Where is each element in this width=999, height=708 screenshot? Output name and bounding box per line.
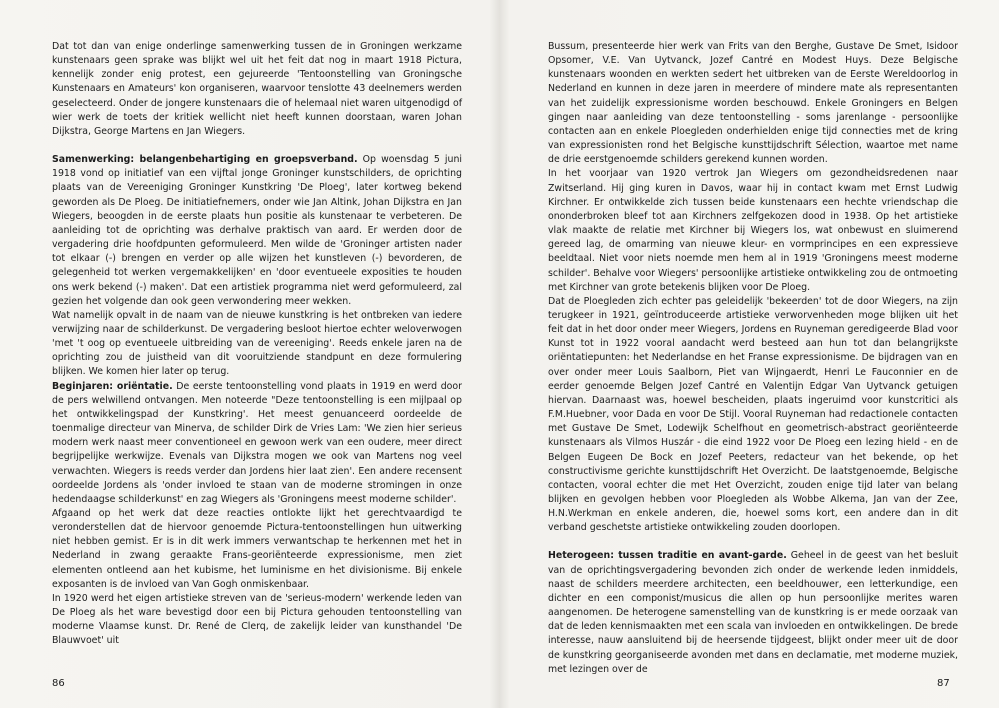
paragraph: Heterogeen: tussen traditie en avant-garde. Geheel in de geest van het besluit van de oprichtingsvergadering bevonden zich onder de werkende leden inmiddels, naast de schilders meerdere architecten, een beeldhouwer, een letterkundige, een dichter en een componist/musicus die allen op hun persoonlijke merites waren aangenomen. De heterogene samenstelling van de kunstkring is er mede oorzaak van dat de leden kennismaakten met een scala van invloeden en ontwikkelingen. De brede interesse, nauw aansluitend bij de heersende tijdgeest, blijkt onder meer uit de door de kunstkring georganiseerde avonden met dans en declamatie, met moderne muziek, met lezingen over de bbox=[548, 550, 959, 675]
paragraph: Dat de Ploegleden zich echter pas geleidelijk 'bekeerden' tot de door Wiegers, na zijn terugkeer in 1921, geïntroduceerde artistieke verworvenheden moge blijken uit het feit dat in het door onder meer Wiegers, Jordens en Ruyneman geredigeerde Blad voor Kunst tot in 1922 vooral aandacht werd besteed aan hun tot dan belangrijkste oriëntatiepunten: het Nederlandse en het Franse expressionisme. De bijdragen van en over onder meer Louis Saalborn, Piet van Wijngaerdt, Henri Le Fauconnier en de eerder genoemde Belgen Jozef Cantré en Valentijn Edgar Van Uytvanck getuigen hiervan. Daarnaast was, hoewel bescheiden, plaats ingeruimd voor kunstcritici als F.M.Huebner, voor Dada en voor De Stijl. Vooral Ruyneman had redactionele contacten met Gustave De Smet, Lodewijk Schelfhout en geometrisch-abstract georiënteerde kunstenaars als Vilmos Huszár - die eind 1922 voor De Ploeg een lezing hield - en de Belgen Eugeen De Bock en Jozef Peeters, redacteur van het bekende, op het constructivisme gerichte kunsttijdschrift Het Overzicht. De laatstgenoemde, Belgische contacten, vooral echter die met Het Overzicht, zouden enige tijd later van belang blijken en gevolgen hebben voor Ploegleden als Wobbe Alkema, Jan van der Zee, H.N.Werkman en enkele anderen, die, hoewel soms kort, een andere dan in dit verband geschetste artistieke ontwikkeling zouden doorlopen. bbox=[548, 295, 958, 534]
paragraph: Afgaand op het werk dat deze reacties ontlokte lijkt het gerechtvaardigd te veronderstellen dat de hiervoor genoemde Pictura-tentoonstellingen hun uitwerking niet hebben gemist. Er is in dit werk immers verwantschap te herkennen met het in Nederland in zwang geraakte Frans-georiënteerde expressionisme, men ziet elementen ontleend aan het kubisme, het luminisme en het divisionisme. Bij enkele exposanten is de invloed van Van Gogh onmiskenbaar. bbox=[52, 508, 462, 590]
paragraph: In het voorjaar van 1920 vertrok Jan Wiegers om gezondheidsredenen naar Zwitserland. Hij ging kuren in Davos, waar hij in contact kwam met Ernst Ludwig Kirchner. Er ontwikkelde zich tussen beide kunstenaars een hechte vriendschap die ononderbroken bleef tot aan Kirchners zelfgekozen dood in 1938. Op het artistieke vlak maakte de relatie met Kirchner bij Wiegers los, wat onbewust en sluimerend gereed lag, de omarming van nieuwe kleur- en vormprincipes en een expressieve beeldtaal. Niet voor niets noemde men hem al in 1919 'Groningens meest moderne schilder'. Behalve voor Wiegers' persoonlijke artistieke ontwikkeling zou de ontmoeting met Kirchner van grote betekenis blijken voor De Ploeg. bbox=[548, 168, 959, 293]
section-heading: Heterogeen: tussen traditie en avant-garde. bbox=[548, 550, 787, 562]
paragraph: Dat tot dan van enige onderlinge samenwerking tussen de in Groningen werkzame kunstenaars geen sprake was blijkt wel uit het feit dat nog in maart 1918 Pictura, kennelijk zonder enig protest, een gejureerde 'Tentoonstelling van Groningsche Kunstenaars en Amateurs' kon organiseren, waarvoor tenslotte 43 deelnemers werden geselecteerd. Onder de jongere kunstenaars die of helemaal niet waren uitgenodigd of wier werk de toets der kritiek wellicht niet heeft kunnen doorstaan, waren Johan Dijkstra, George Martens en Jan Wiegers. bbox=[52, 41, 462, 137]
section-heading: Beginjaren: oriëntatie. bbox=[52, 380, 173, 392]
page-number: 86 bbox=[52, 678, 65, 689]
section-heading: Samenwerking: belangenbehartiging en groepsverband. bbox=[52, 154, 358, 166]
paragraph: Bussum, presenteerde hier werk van Frits van den Berghe, Gustave De Smet, Isidoor Opsomer, V.E. Van Uytvanck, Jozef Cantré en Modest Huys. Deze Belgische kunstenaars woonden en werkten sedert het uitbreken van de Eerste Wereldoorlog in Nederland en kunnen in deze jaren in meerdere of mindere mate als representanten van het zuidelijk expressionisme worden beschouwd. Enkele Groningers en Belgen gingen naar aanleiding van deze tentoonstelling - soms jarenlange - persoonlijke contacten aan en enkele Ploegleden onderhielden enige tijd connecties met de kring van expressionisten rond het Belgische kunsttijdschrift Sélection, waartoe met name de drie eerstgenoemde schilders gerekend kunnen worden. bbox=[548, 41, 958, 166]
page-number: 87 bbox=[937, 678, 950, 689]
paragraph: Wat namelijk opvalt in de naam van de nieuwe kunstkring is het ontbreken van iedere verwijzing naar de schilderkunst. De vergadering besloot hiertoe echter weloverwogen 'met 't oog op eventueele uitbreiding van de vereeniging'. Reeds enkele jaren na de oprichting zou de juistheid van dit vooruitziende standpunt en deze formulering blijken. We komen hier later op terug. bbox=[52, 309, 462, 378]
paragraph: Beginjaren: oriëntatie. De eerste tentoonstelling vond plaats in 1919 en werd door de pers welwillend ontvangen. Men noteerde "Deze tentoonstelling is een mijlpaal op het ontwikkelingspad der Kunstkring'. Het meest genuanceerd oordeelde de toenmalige directeur van Minerva, de schilder Dirk de Vries Lam: 'We zien hier serieus modern werk naast meer conventioneel en gewoon werk van een oudere, meer direct begrijpelijke werkwijze. Evenals van Dijkstra mogen we ook van Martens nog veel verwachten. Wiegers is reeds verder dan Jordens hier laat zien'. Een andere recensent oordeelde Jordens als 'onder invloed te staan van de moderne stromingen in onze hedendaagse schilderkunst' en zag Wiegers als 'Groningens meest moderne schilder'. bbox=[52, 380, 462, 505]
left-page bbox=[52, 40, 462, 649]
right-page bbox=[548, 40, 958, 677]
paragraph: Samenwerking: belangenbehartiging en groepsverband. Op woensdag 5 juni 1918 vond op initiatief van een vijftal jonge Groninger kunstschilders, de oprichting plaats van de Vereeniging Groninger Kunstkring 'De Ploeg', later kortweg bekend geworden als De Ploeg. De initiatiefnemers, onder wie Jan Altink, Johan Dijkstra en Jan Wiegers, beoogden in de eerste plaats hun positie als kunstenaar te verbeteren. De aanleiding tot de oprichting was derhalve praktisch van aard. Er werden door de vergadering drie hoofdpunten geformuleerd. Men wilde de 'Groninger artisten nader tot elkaar (-) brengen en verder op alle wijzen het kunstleven (-) bevorderen, de gelegenheid tot werken vergemakkelijken' en 'door eventueele exposities te houden ons werk bekend (-) maken'. Dat een artistiek programma niet werd geformuleerd, zal gezien het volgende dan ook geen verwondering meer wekken. bbox=[52, 154, 463, 307]
paragraph: In 1920 werd het eigen artistieke streven van de 'serieus-modern' werkende leden van De Ploeg als het ware bevestigd door een bij Pictura gehouden tentoonstelling van moderne Vlaamse kunst. Dr. René de Clerq, de zakelijk leider van kunsthandel 'De Blauwvoet' uit bbox=[52, 592, 462, 647]
